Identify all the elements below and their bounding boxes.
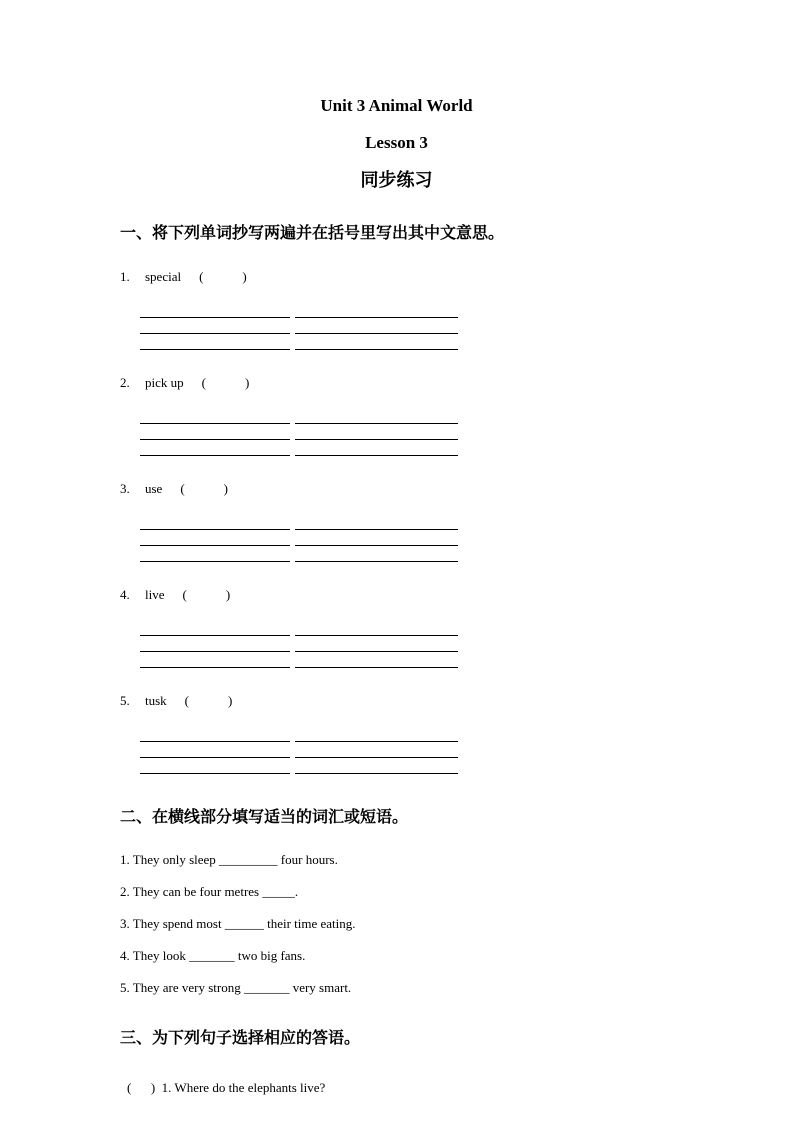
blank-line	[295, 411, 458, 424]
word-line	[120, 481, 673, 496]
blank-line	[140, 305, 290, 318]
meaning-brackets: ( )	[184, 693, 233, 708]
blank-line	[140, 623, 290, 636]
word-item-4	[120, 587, 673, 668]
fill-blank-sentence-4: 4. They look _______ two big fans.	[120, 948, 306, 963]
blank-line	[295, 745, 458, 758]
blank-line	[140, 533, 290, 546]
item-number: 5.	[120, 693, 130, 708]
blank-line	[140, 427, 290, 440]
lesson-subtitle: Lesson 3	[365, 133, 428, 152]
blank-line	[140, 745, 290, 758]
meaning-brackets: ( )	[180, 481, 229, 496]
blank-line	[295, 533, 458, 546]
blank-line	[295, 321, 458, 334]
choice-question-1: ( ) 1. Where do the elephants live?	[127, 1080, 326, 1095]
word-text: use	[145, 481, 163, 496]
meaning-brackets: ( )	[201, 375, 250, 390]
item-number: 4.	[120, 587, 130, 602]
word-line	[120, 269, 673, 284]
copy-lines	[140, 517, 673, 562]
item-number: 2.	[120, 375, 130, 390]
blank-line	[295, 655, 458, 668]
blank-line	[295, 443, 458, 456]
word-line	[120, 693, 673, 708]
section-2-heading: 二、在横线部分填写适当的词汇或短语。	[120, 809, 409, 826]
copy-lines	[140, 623, 673, 668]
blank-line	[295, 427, 458, 440]
copy-lines	[140, 411, 673, 456]
word-text: special	[145, 269, 182, 284]
blank-line	[140, 337, 290, 350]
blank-line	[295, 337, 458, 350]
meaning-brackets: ( )	[199, 269, 247, 284]
item-number: 3.	[120, 481, 130, 496]
blank-line	[295, 639, 458, 652]
fill-blank-sentence-5: 5. They are very strong _______ very smart.	[120, 980, 352, 995]
fill-blank-sentence-2: 2. They can be four metres _____.	[120, 884, 299, 899]
fill-blank-sentence-1: 1. They only sleep _________ four hours.	[120, 852, 338, 867]
meaning-brackets: ( )	[182, 587, 231, 602]
blank-line	[140, 761, 290, 774]
blank-line	[140, 729, 290, 742]
copy-lines	[140, 305, 673, 350]
word-line	[120, 375, 673, 390]
word-item-1	[120, 269, 673, 350]
blank-line	[295, 729, 458, 742]
section-3-heading: 三、为下列句子选择相应的答语。	[120, 1030, 361, 1047]
word-text: pick up	[145, 375, 184, 390]
word-line	[120, 587, 673, 602]
blank-line	[295, 761, 458, 774]
word-item-2	[120, 375, 673, 456]
fill-blank-sentence-3: 3. They spend most ______ their time eating.	[120, 916, 356, 931]
blank-line	[295, 549, 458, 562]
word-item-5	[120, 693, 673, 774]
blank-line	[140, 517, 290, 530]
item-number: 1.	[120, 269, 130, 284]
blank-line	[140, 639, 290, 652]
copy-lines	[140, 729, 673, 774]
section-1-heading: 一、将下列单词抄写两遍并在括号里写出其中文意思。	[120, 225, 505, 242]
document-title: Unit 3 Animal World	[320, 96, 473, 115]
blank-line	[140, 443, 290, 456]
blank-line	[140, 321, 290, 334]
exercise-subtitle: 同步练习	[360, 170, 433, 190]
word-text: live	[145, 587, 165, 602]
blank-line	[295, 305, 458, 318]
blank-line	[140, 655, 290, 668]
word-text: tusk	[145, 693, 167, 708]
blank-line	[295, 623, 458, 636]
blank-line	[140, 411, 290, 424]
blank-line	[140, 549, 290, 562]
word-item-3	[120, 481, 673, 562]
blank-line	[295, 517, 458, 530]
